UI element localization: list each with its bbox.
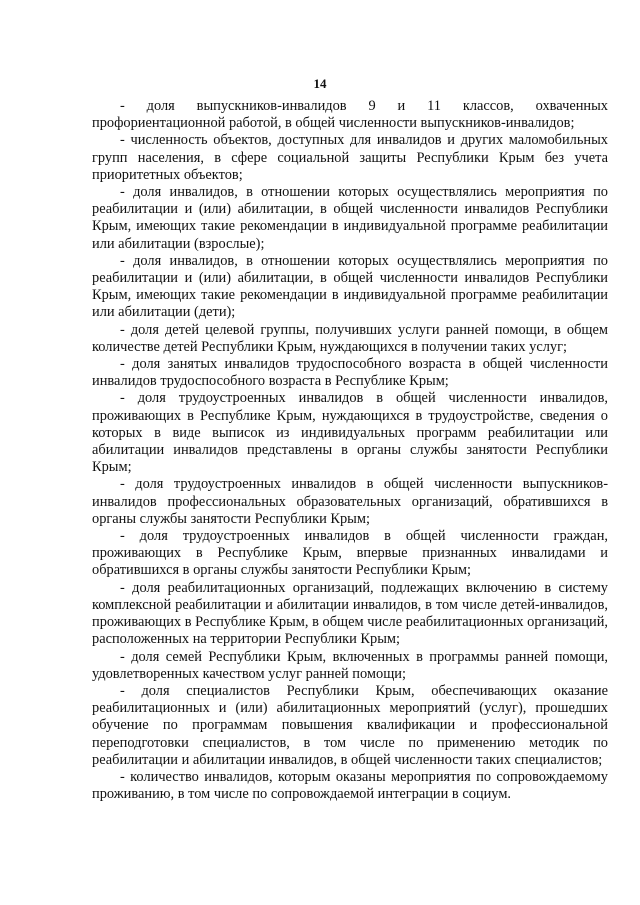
list-item-1: - доля выпускников-инвалидов 9 и 11 классов, охваченных профориентационной работой, в общей численности выпускников-инвалидов; <box>92 98 608 132</box>
list-item-3: - доля инвалидов, в отношении которых осуществлялись мероприятия по реабилитации и (или) абилитации, в общей численности инвалидов Республики Крым, имеющих такие рекомендации в индивидуальной программе реабилитации или абилитации (взрослые); <box>92 184 608 252</box>
list-item-2: - численность объектов, доступных для инвалидов и других маломобильных групп населения, в сфере социальной защиты Республики Крым без учета приоритетных объектов; <box>92 132 608 183</box>
list-item-4: - доля инвалидов, в отношении которых осуществлялись мероприятия по реабилитации и (или) абилитации, в общей численности инвалидов Республики Крым, имеющих такие рекомендации в индивидуальной программе реабилитации или абилитации (дети); <box>92 252 608 321</box>
list-item-10: - доля реабилитационных организаций, подлежащих включению в систему комплексной реабилитации и абилитации инвалидов, в том числе детей-инвалидов, проживающих в Республике Крым, в общем числе реабилитационных организаций, расположенных на территории Республики Крым; <box>92 579 608 648</box>
list-item-6: - доля занятых инвалидов трудоспособного возраста в общей численности инвалидов трудоспособного возраста в Республике Крым; <box>92 356 608 390</box>
list-item-12: - доля специалистов Республики Крым, обеспечивающих оказание реабилитационных и (или) абилитационных мероприятий (услуг), прошедших обучение по программам повышения квалификации и профессиональной переподготовки специалистов, в том числе по применению методик по реабилитации и абилитации инвалидов, в общей численности таких специалистов; <box>92 682 608 768</box>
list-item-5: - доля детей целевой группы, получивших услуги ранней помощи, в общем количестве детей Республики Крым, нуждающихся в получении таких услуг; <box>92 321 608 355</box>
list-item-11: - доля семей Республики Крым, включенных в программы ранней помощи, удовлетворенных качеством услуг ранней помощи; <box>92 648 608 682</box>
list-item-8: - доля трудоустроенных инвалидов в общей численности выпускников-инвалидов профессиональных образовательных организаций, обратившихся в органы службы занятости Республики Крым; <box>92 476 608 527</box>
list-item-13: - количество инвалидов, которым оказаны мероприятия по сопровождаемому проживанию, в том числе по сопровождаемой интеграции в социум. <box>92 768 608 803</box>
document-body <box>92 98 608 803</box>
page-number: 14 <box>313 76 327 91</box>
list-item-7: - доля трудоустроенных инвалидов в общей численности инвалидов, проживающих в Республике Крым, нуждающихся в трудоустройстве, сведения о которых в виде выписок из индивидуальных программ реабилитации или абилитации инвалидов представлены в органы службы занятости Республики Крым; <box>92 390 608 476</box>
list-item-9: - доля трудоустроенных инвалидов в общей численности граждан, проживающих в Республике Крым, впервые признанных инвалидами и обратившихся в органы службы занятости Республики Крым; <box>92 528 608 579</box>
